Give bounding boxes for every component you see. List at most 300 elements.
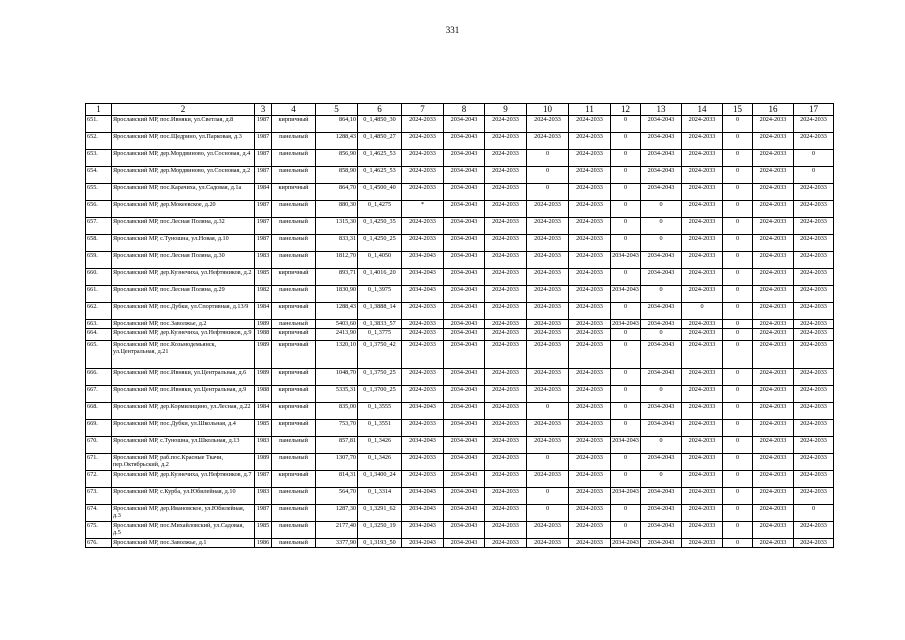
table-cell: 1987: [255, 471, 272, 488]
address-cell: Ярославский МР, дер.Кормилицино, ул.Лесная, д.22: [112, 403, 255, 420]
table-cell: кирпичный: [272, 369, 316, 386]
table-cell: панельный: [272, 252, 316, 269]
table-cell: 2034-2043: [444, 133, 485, 150]
table-cell: 2024-2033: [402, 386, 444, 403]
table-cell: 2024-2033: [485, 201, 527, 218]
table-cell: 2024-2033: [682, 386, 723, 403]
table-cell: 0_1,3250_19: [358, 522, 402, 539]
table-row: [86, 341, 834, 369]
table-cell: 2024-2033: [753, 437, 794, 454]
table-cell: 1983: [255, 252, 272, 269]
table-cell: 0: [611, 329, 641, 341]
table-cell: 0: [611, 150, 641, 167]
table-cell: 1830,90: [316, 286, 358, 303]
table-cell: 2024-2033: [753, 505, 794, 522]
table-cell: 0: [611, 505, 641, 522]
table-cell: 1983: [255, 437, 272, 454]
table-cell: 2024-2033: [569, 116, 611, 133]
table-row: [86, 539, 834, 548]
table-cell: 2024-2033: [753, 235, 794, 252]
page-number: 331: [445, 25, 460, 35]
table-cell: 2034-2043: [402, 522, 444, 539]
table-cell: 0: [794, 167, 834, 184]
table-cell: 833,31: [316, 235, 358, 252]
table-cell: 864,70: [316, 184, 358, 201]
table-cell: 2024-2033: [682, 539, 723, 548]
table-cell: 893,71: [316, 269, 358, 286]
table-cell: 858,90: [316, 167, 358, 184]
table-cell: 2024-2033: [527, 235, 569, 252]
table-cell: 2024-2033: [402, 303, 444, 320]
table-cell: 1985: [255, 269, 272, 286]
table-cell: 2024-2033: [485, 341, 527, 369]
table-cell: 2024-2033: [569, 329, 611, 341]
table-cell: 2034-2043: [402, 437, 444, 454]
table-cell: 0: [641, 386, 682, 403]
table-cell: 0: [527, 150, 569, 167]
header-cell: 10: [527, 104, 569, 116]
table-cell: 2024-2033: [794, 522, 834, 539]
table-cell: 2034-2043: [444, 522, 485, 539]
table-cell: панельный: [272, 235, 316, 252]
table-cell: 0: [723, 252, 753, 269]
table-cell: 0: [723, 539, 753, 548]
table-cell: 2024-2033: [753, 201, 794, 218]
table-cell: 0_1,4625_53: [358, 150, 402, 167]
table-cell: 2024-2033: [682, 437, 723, 454]
table-cell: 2024-2033: [402, 150, 444, 167]
table-cell: 0: [723, 329, 753, 341]
table-cell: 880,30: [316, 201, 358, 218]
table-cell: 0: [723, 341, 753, 369]
table-cell: 2024-2033: [569, 539, 611, 548]
table-cell: 2034-2043: [641, 539, 682, 548]
table-cell: 1812,70: [316, 252, 358, 269]
table-cell: панельный: [272, 522, 316, 539]
table-cell: 2024-2033: [485, 235, 527, 252]
table-cell: 0: [723, 303, 753, 320]
table-cell: кирпичный: [272, 386, 316, 403]
table-cell: 2024-2033: [485, 522, 527, 539]
table-cell: 2024-2033: [794, 539, 834, 548]
table-cell: 1985: [255, 522, 272, 539]
table-cell: 0: [723, 150, 753, 167]
table-cell: 2024-2033: [569, 454, 611, 471]
table-cell: панельный: [272, 488, 316, 505]
table-cell: 0: [611, 167, 641, 184]
address-cell: Ярославский МР, с.Туношна, ул.Школьная, д.13: [112, 437, 255, 454]
table-cell: 2024-2033: [753, 116, 794, 133]
header-cell: 13: [641, 104, 682, 116]
table-cell: 564,70: [316, 488, 358, 505]
table-cell: 2024-2033: [794, 116, 834, 133]
table-cell: 2024-2033: [485, 437, 527, 454]
table-cell: 2024-2033: [485, 133, 527, 150]
table-cell: панельный: [272, 437, 316, 454]
table-cell: панельный: [272, 505, 316, 522]
table-cell: 2034-2043: [444, 184, 485, 201]
table-row: [86, 369, 834, 386]
table-cell: 1985: [255, 420, 272, 437]
address-cell: Ярославский МР, пос.Ивняки, ул.Светлая, д.8: [112, 116, 255, 133]
table-cell: 2024-2033: [794, 341, 834, 369]
table-cell: 2024-2033: [682, 471, 723, 488]
table-cell: 2024-2033: [527, 269, 569, 286]
table-cell: 856,90: [316, 150, 358, 167]
address-cell: Ярославский МР, раб.пос.Красные Ткачи, пер.Октябрьский, д.2: [112, 454, 255, 471]
table-cell: 2034-2043: [402, 539, 444, 548]
table-cell: 2024-2033: [485, 320, 527, 329]
table-cell: 0: [641, 235, 682, 252]
table-cell: 2034-2043: [612, 320, 639, 327]
table-cell: 2024-2033: [569, 235, 611, 252]
table-cell: 814,31: [316, 471, 358, 488]
table-row: [86, 150, 834, 167]
table-cell: 2024-2033: [753, 167, 794, 184]
table-cell: 1982: [255, 286, 272, 303]
table-cell: 0: [611, 184, 641, 201]
table-cell: 0: [723, 471, 753, 488]
address-cell: Ярославский МР, пос.Ивняки, ул.Центральная, д.9: [112, 386, 255, 403]
table-cell: 2024-2033: [569, 488, 611, 505]
table-cell: 0: [611, 341, 641, 369]
address-cell: Ярославский МР, с.Курба, ул.Юбилейная, д.10: [112, 488, 255, 505]
table-cell: 2024-2033: [402, 329, 444, 341]
table-cell: 2024-2033: [485, 184, 527, 201]
table-cell: 2024-2033: [682, 235, 723, 252]
table-row: [86, 167, 834, 184]
table-cell: 1987: [255, 235, 272, 252]
table-cell: 660.: [86, 269, 112, 286]
table-cell: 1315,30: [316, 218, 358, 235]
table-cell: 2024-2033: [485, 403, 527, 420]
table-cell: 2024-2033: [527, 133, 569, 150]
table-cell: 1287,30: [316, 505, 358, 522]
table-cell: 0_1,3193_50: [358, 539, 402, 548]
table-row: [86, 471, 834, 488]
table-cell: кирпичный: [272, 329, 316, 341]
table-cell: 2024-2033: [682, 116, 723, 133]
address-cell: Ярославский МР, пос.Заволжье, д.2: [112, 320, 255, 329]
table-row: [86, 386, 834, 403]
table-cell: 2034-2043: [402, 505, 444, 522]
table-cell: 2024-2033: [682, 133, 723, 150]
table-cell: 0_1,3975: [358, 286, 402, 303]
table-cell: 0_1,4500_40: [358, 184, 402, 201]
table-cell: 2024-2033: [753, 184, 794, 201]
table-cell: 2024-2033: [569, 420, 611, 437]
table-cell: 0: [723, 218, 753, 235]
table-cell: 1988: [255, 329, 272, 341]
table-cell: 2024-2033: [402, 133, 444, 150]
table-cell: 658.: [86, 235, 112, 252]
table-cell: 2024-2033: [527, 341, 569, 369]
table-cell: 1986: [255, 539, 272, 548]
table-cell: 0: [723, 437, 753, 454]
table-cell: 2024-2033: [753, 454, 794, 471]
table-cell: 2024-2033: [402, 341, 444, 369]
table-cell: 2024-2033: [402, 184, 444, 201]
table-cell: 2024-2033: [402, 454, 444, 471]
table-cell: 2034-2043: [444, 303, 485, 320]
table-cell: 0: [641, 218, 682, 235]
table-cell: 666.: [86, 369, 112, 386]
table-cell: 2024-2033: [569, 403, 611, 420]
table-cell: 2034-2043: [444, 488, 485, 505]
address-cell: Ярославский МР, пос.Карачиха, ул.Садовая, д.1а: [112, 184, 255, 201]
address-cell: Ярославский МР, дер.Кузнечиха, ул.Нефтяников, д.2: [112, 269, 255, 286]
table-cell: 2024-2033: [527, 201, 569, 218]
table-row: [86, 201, 834, 218]
table-cell: кирпичный: [272, 403, 316, 420]
table-row: [86, 303, 834, 320]
table-cell: панельный: [272, 133, 316, 150]
table-cell: 0: [641, 201, 682, 218]
table-row: [86, 218, 834, 235]
table-cell: 0: [723, 184, 753, 201]
table-cell: кирпичный: [272, 116, 316, 133]
table-cell: 0_1,4625_53: [358, 167, 402, 184]
table-cell: 1989: [255, 341, 272, 369]
table-cell: панельный: [272, 167, 316, 184]
table-cell: 2024-2033: [569, 133, 611, 150]
table-cell: 2024-2033: [794, 369, 834, 386]
table-cell: 2024-2033: [527, 320, 569, 329]
table-cell: 2034-2043: [444, 150, 485, 167]
table-cell: 664.: [86, 329, 112, 341]
address-cell: Ярославский МР, пос.Лесная Поляна, д.30: [112, 252, 255, 269]
header-cell: 1: [86, 104, 112, 116]
header-cell: 8: [444, 104, 485, 116]
table-cell: 2024-2033: [527, 286, 569, 303]
table-cell: 0: [611, 133, 641, 150]
table-cell: 668.: [86, 403, 112, 420]
table-cell: 2024-2033: [794, 437, 834, 454]
table-cell: 669.: [86, 420, 112, 437]
table-cell: 667.: [86, 386, 112, 403]
table-cell: 2034-2043: [641, 133, 682, 150]
header-cell: 15: [723, 104, 753, 116]
table-cell: 2034-2043: [641, 269, 682, 286]
table-cell: 2024-2033: [682, 150, 723, 167]
address-cell: Ярославский МР, с.Туношна, ул.Новая, д.10: [112, 235, 255, 252]
table-cell: 2034-2043: [444, 539, 485, 548]
table-cell: 0_1,3700_25: [358, 386, 402, 403]
table-cell: 651.: [86, 116, 112, 133]
table-cell: 2024-2033: [753, 303, 794, 320]
table-cell: 2034-2043: [444, 420, 485, 437]
table-cell: 0: [611, 454, 641, 471]
table-cell: 2024-2033: [485, 505, 527, 522]
table-cell: 2024-2033: [794, 320, 834, 329]
table-cell: 2024-2033: [682, 454, 723, 471]
table-cell: 1989: [255, 454, 272, 471]
table-cell: 0: [611, 116, 641, 133]
table-row: [86, 329, 834, 341]
address-cell: Ярославский МР, дер.Мокеевское, д.20: [112, 201, 255, 218]
table-cell: 673.: [86, 488, 112, 505]
table-cell: 2024-2033: [794, 488, 834, 505]
header-row: [86, 104, 834, 116]
table-cell: 1983: [255, 488, 272, 505]
table-cell: 0: [723, 505, 753, 522]
table-cell: 2024-2033: [569, 437, 611, 454]
table-cell: 2024-2033: [682, 505, 723, 522]
table-cell: 2024-2033: [794, 403, 834, 420]
table-cell: 0: [611, 522, 641, 539]
table-cell: 2024-2033: [485, 488, 527, 505]
header-cell: 9: [485, 104, 527, 116]
table-cell: 2024-2033: [794, 303, 834, 320]
table-cell: 0_1,4250_35: [358, 218, 402, 235]
table-cell: 2024-2033: [569, 320, 611, 329]
table-cell: 1984: [255, 184, 272, 201]
table-cell: кирпичный: [272, 420, 316, 437]
table-cell: 2034-2043: [641, 116, 682, 133]
table-cell: 2024-2033: [569, 252, 611, 269]
table-cell: 2024-2033: [753, 286, 794, 303]
address-cell: Ярославский МР, пос.Лесная Поляна, д.32: [112, 218, 255, 235]
table-cell: 2024-2033: [569, 218, 611, 235]
table-cell: 0_1,4050: [358, 252, 402, 269]
address-cell: Ярославский МР, пос.Ивняки, ул.Центральная, д.6: [112, 369, 255, 386]
table-cell: 2024-2033: [753, 133, 794, 150]
table-cell: 0: [723, 522, 753, 539]
table-cell: 2024-2033: [682, 201, 723, 218]
table-cell: 2024-2033: [527, 539, 569, 548]
table-cell: 2024-2033: [402, 167, 444, 184]
header-cell: 2: [112, 104, 255, 116]
address-cell: Ярославский МР, пос.Дубки, ул.Школьная, д.4: [112, 420, 255, 437]
table-cell: 2024-2033: [527, 522, 569, 539]
table-cell: 2034-2043: [444, 235, 485, 252]
table-cell: 2024-2033: [753, 488, 794, 505]
table-cell: 0: [723, 269, 753, 286]
table-cell: 1988: [255, 386, 272, 403]
table-cell: 2024-2033: [794, 218, 834, 235]
table-cell: 2024-2033: [402, 369, 444, 386]
header-cell: 4: [272, 104, 316, 116]
table-cell: 1987: [255, 167, 272, 184]
table-cell: панельный: [272, 454, 316, 471]
table-cell: 2024-2033: [569, 505, 611, 522]
table-cell: 2024-2033: [569, 286, 611, 303]
table-cell: 2024-2033: [527, 329, 569, 341]
table-cell: 2024-2033: [485, 286, 527, 303]
table-cell: 1288,43: [316, 303, 358, 320]
table-cell: 2024-2033: [485, 303, 527, 320]
table-cell: 665.: [86, 341, 112, 369]
table-cell: кирпичный: [272, 471, 316, 488]
table-cell: 0: [611, 386, 641, 403]
table-cell: 2034-2043: [444, 505, 485, 522]
table-cell: 1989: [255, 320, 272, 329]
table-cell: 0: [611, 201, 641, 218]
table-cell: 2024-2033: [682, 420, 723, 437]
table-cell: 3377,90: [316, 539, 358, 548]
table-cell: 2024-2033: [682, 252, 723, 269]
table-cell: 0: [611, 269, 641, 286]
table-row: [86, 133, 834, 150]
table-cell: 2034-2043: [444, 286, 485, 303]
table-cell: 0_1,4016_20: [358, 269, 402, 286]
table-cell: 2024-2033: [402, 420, 444, 437]
table-row: [86, 320, 834, 329]
table-cell: 2024-2033: [682, 341, 723, 369]
table-cell: 2024-2033: [485, 269, 527, 286]
table-cell: 2034-2043: [444, 167, 485, 184]
address-cell: Ярославский МР, дер.Кузнечиха, ул.Нефтяников, д.7: [112, 471, 255, 488]
table-cell: 662.: [86, 303, 112, 320]
table-cell: 2034-2043: [611, 252, 641, 269]
table-cell: 659.: [86, 252, 112, 269]
table-cell: 2024-2033: [402, 218, 444, 235]
table-cell: кирпичный: [272, 269, 316, 286]
table-cell: 2034-2043: [444, 116, 485, 133]
table-cell: 0: [527, 403, 569, 420]
table-cell: 0: [611, 420, 641, 437]
table-cell: 2024-2033: [527, 369, 569, 386]
address-cell: Ярославский МР, пос.Щедрино, ул.Парковая, д.3: [112, 133, 255, 150]
table-cell: 2024-2033: [682, 218, 723, 235]
table-cell: 0_1,3291_62: [358, 505, 402, 522]
table-cell: 2024-2033: [569, 150, 611, 167]
table-cell: 2034-2043: [641, 454, 682, 471]
table-cell: 2024-2033: [485, 420, 527, 437]
table-row: [86, 488, 834, 505]
table-cell: 2034-2043: [611, 286, 641, 303]
table-cell: 0: [723, 286, 753, 303]
table-cell: 2024-2033: [794, 235, 834, 252]
table-cell: 2024-2033: [569, 167, 611, 184]
table-cell: 2024-2033: [402, 471, 444, 488]
table-cell: 0: [641, 471, 682, 488]
table-cell: 652.: [86, 133, 112, 150]
table-cell: 2024-2033: [569, 201, 611, 218]
table-cell: 2034-2043: [641, 505, 682, 522]
table-cell: 0: [641, 286, 682, 303]
table-cell: 2034-2043: [641, 150, 682, 167]
table-cell: 0: [794, 505, 834, 522]
table-cell: 2034-2043: [641, 403, 682, 420]
table-row: [86, 454, 834, 471]
table-cell: 2024-2033: [527, 437, 569, 454]
table-cell: 0: [723, 403, 753, 420]
table-cell: 2024-2033: [682, 488, 723, 505]
table-cell: 676.: [86, 539, 112, 548]
table-row: [86, 235, 834, 252]
table-cell: 1987: [255, 150, 272, 167]
table-cell: 2034-2043: [611, 437, 641, 454]
table-cell: 2024-2033: [527, 471, 569, 488]
table-cell: 1987: [255, 133, 272, 150]
table-cell: 2024-2033: [485, 539, 527, 548]
header-cell: 14: [682, 104, 723, 116]
table-cell: 2034-2043: [444, 454, 485, 471]
table-cell: 0: [723, 369, 753, 386]
table-row: [86, 184, 834, 201]
table-cell: 2034-2043: [402, 269, 444, 286]
table-cell: 2024-2033: [402, 235, 444, 252]
table-cell: 2024-2033: [569, 341, 611, 369]
table-cell: 2024-2033: [794, 269, 834, 286]
table-cell: 2024-2033: [527, 252, 569, 269]
table-cell: кирпичный: [272, 341, 316, 369]
table-row: [86, 286, 834, 303]
table-cell: 2024-2033: [569, 303, 611, 320]
table-cell: 864,10: [316, 116, 358, 133]
table-cell: 1984: [255, 303, 272, 320]
